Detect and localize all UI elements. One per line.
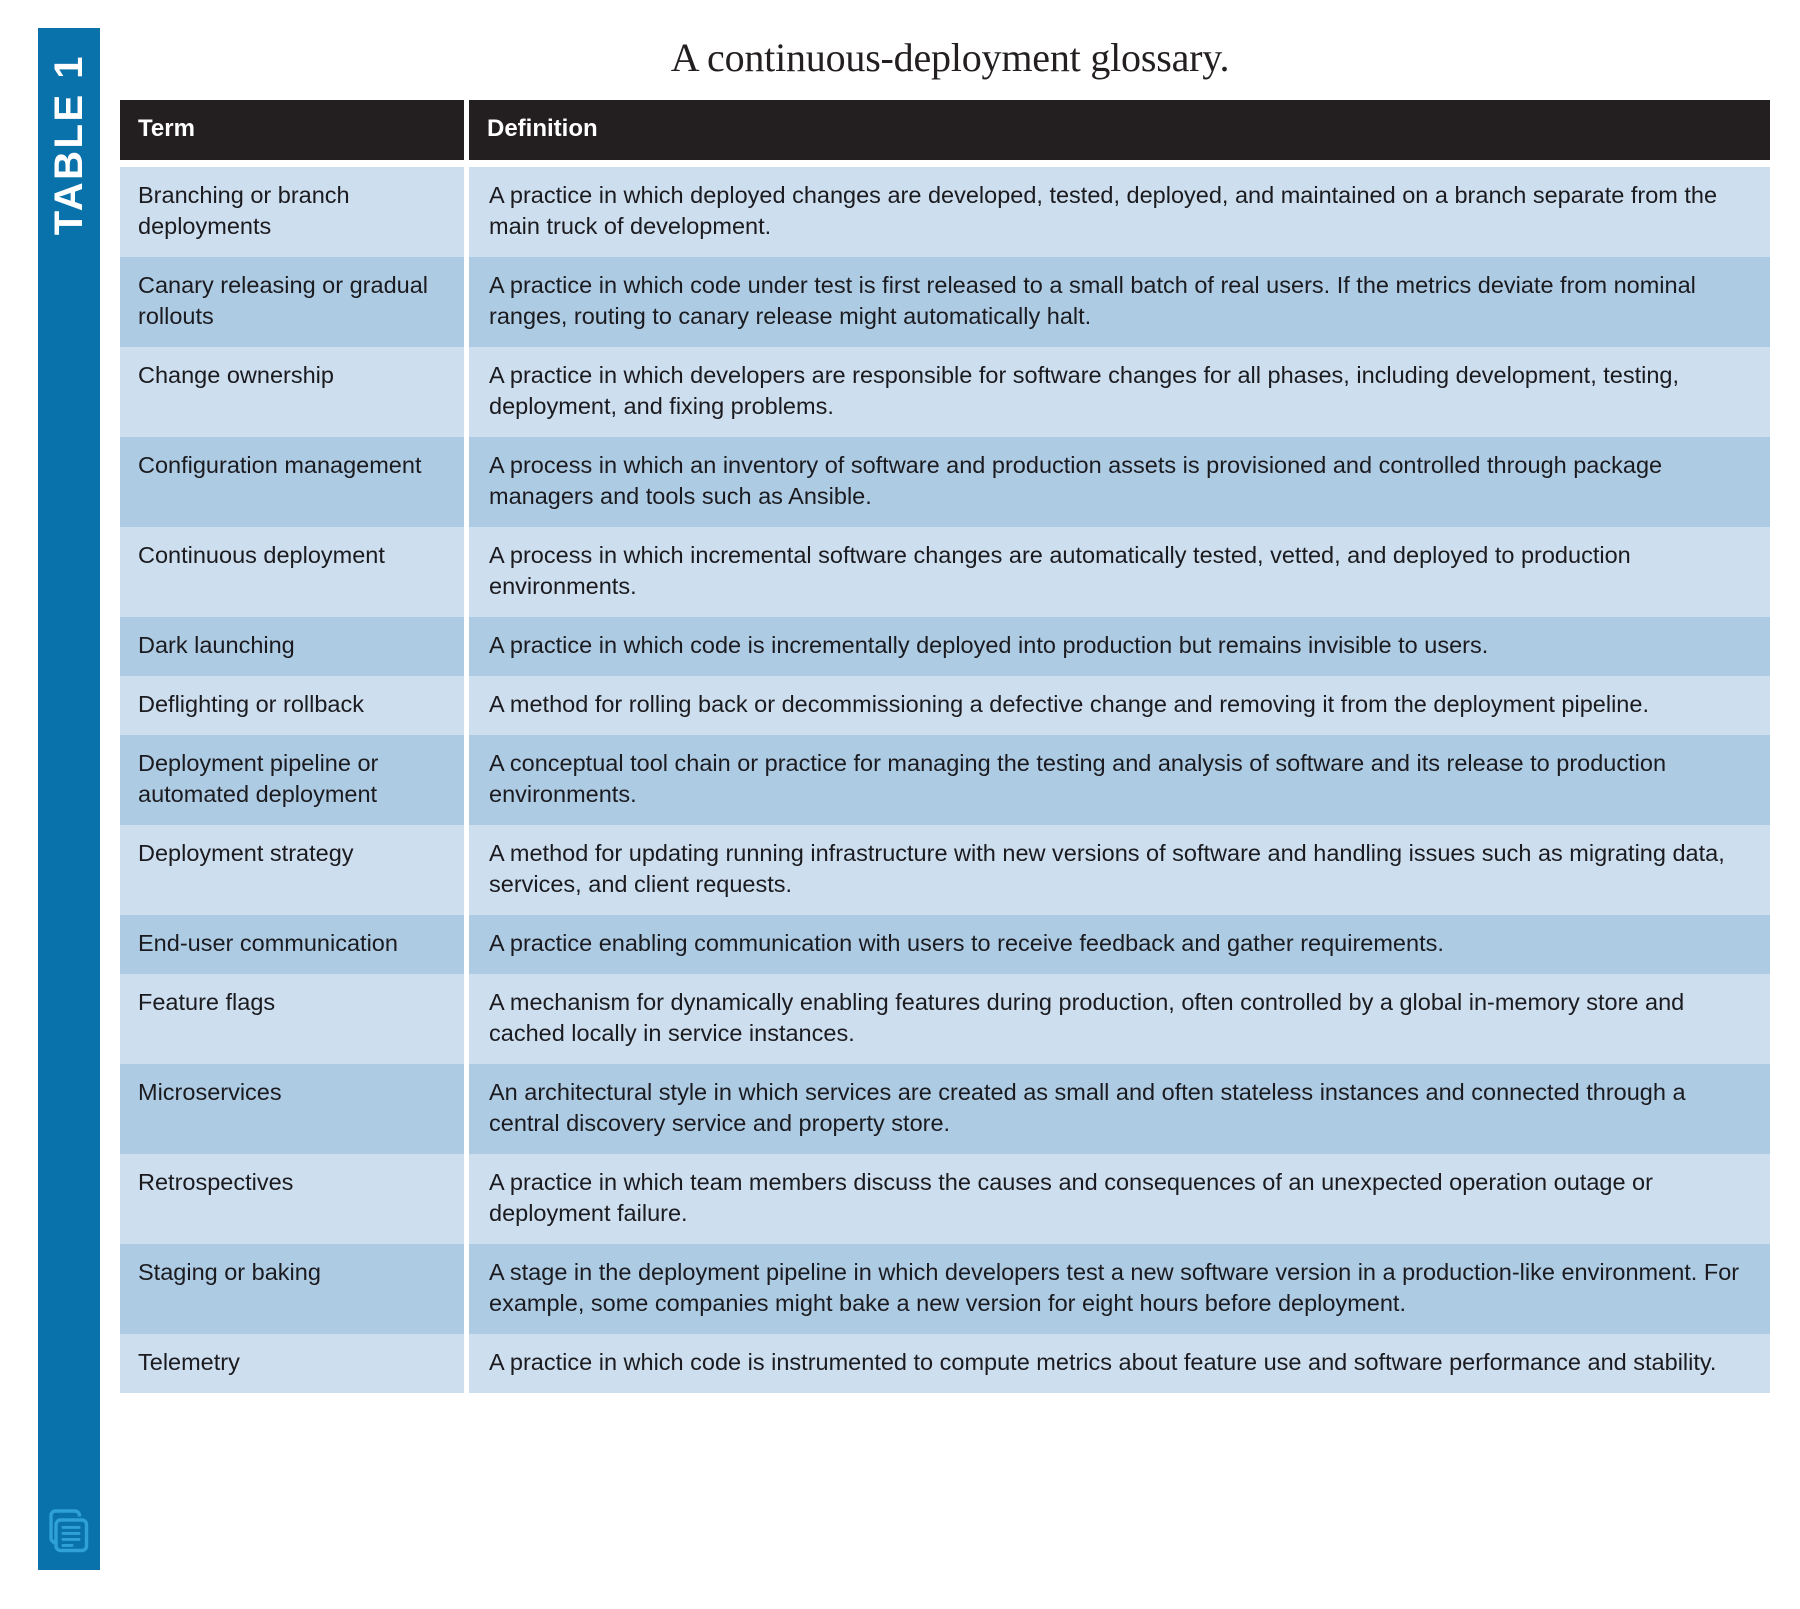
glossary-table [120, 100, 1770, 1393]
table-row [120, 735, 1770, 825]
table-row [120, 915, 1770, 974]
table-row [120, 1154, 1770, 1244]
column-header-term: Term [120, 100, 464, 160]
table-row [120, 257, 1770, 347]
cell-term: Staging or baking [120, 1244, 464, 1334]
cell-term: Feature flags [120, 974, 464, 1064]
column-header-definition: Definition [469, 100, 1770, 160]
cell-definition: A mechanism for dynamically enabling features during production, often controlled by a global in-memory store and cached locally in service instances. [469, 974, 1770, 1064]
spacer-cell-definition [469, 160, 1770, 167]
spacer-cell-term [120, 160, 464, 167]
cell-definition: A practice in which code under test is first released to a small batch of real users. If the metrics deviate from nominal ranges, routing to canary release might automatically halt. [469, 257, 1770, 347]
cell-term: End-user communication [120, 915, 464, 974]
table-number-banner [38, 28, 100, 1570]
cell-term: Configuration management [120, 437, 464, 527]
page-title: A continuous-deployment glossary. [670, 35, 1230, 80]
table-row [120, 617, 1770, 676]
table-row [120, 167, 1770, 257]
cell-definition: A practice in which team members discuss the causes and consequences of an unexpected operation outage or deployment failure. [469, 1154, 1770, 1244]
cell-definition: A method for rolling back or decommissioning a defective change and removing it from the deployment pipeline. [469, 676, 1770, 735]
cell-term: Retrospectives [120, 1154, 464, 1244]
documents-copy-icon [47, 1508, 91, 1554]
cell-definition: A process in which an inventory of software and production assets is provisioned and controlled through package managers and tools such as Ansible. [469, 437, 1770, 527]
cell-term: Deployment strategy [120, 825, 464, 915]
header-body-spacer [120, 160, 1770, 167]
cell-definition: A practice in which developers are responsible for software changes for all phases, including development, testing, deployment, and fixing problems. [469, 347, 1770, 437]
table-row [120, 1244, 1770, 1334]
table-header [120, 100, 1770, 167]
table-row [120, 527, 1770, 617]
table-row [120, 437, 1770, 527]
table-row [120, 1334, 1770, 1393]
cell-definition: A conceptual tool chain or practice for managing the testing and analysis of software and its release to production environments. [469, 735, 1770, 825]
cell-definition: A practice in which deployed changes are developed, tested, deployed, and maintained on a branch separate from the main truck of development. [469, 167, 1770, 257]
cell-definition: A practice in which code is instrumented to compute metrics about feature use and software performance and stability. [469, 1334, 1770, 1393]
table-row [120, 676, 1770, 735]
table-body [120, 167, 1770, 1393]
cell-term: Deployment pipeline or automated deployment [120, 735, 464, 825]
cell-term: Telemetry [120, 1334, 464, 1393]
cell-term: Canary releasing or gradual rollouts [120, 257, 464, 347]
cell-term: Branching or branch deployments [120, 167, 464, 257]
cell-term: Dark launching [120, 617, 464, 676]
cell-definition: A method for updating running infrastructure with new versions of software and handling issues such as migrating data, services, and client requests. [469, 825, 1770, 915]
table-row [120, 974, 1770, 1064]
cell-definition: A stage in the deployment pipeline in which developers test a new software version in a production-like environment. For example, some companies might bake a new version for eight hours before deployment. [469, 1244, 1770, 1334]
table-header-row [120, 100, 1770, 160]
cell-definition: A practice enabling communication with users to receive feedback and gather requirements. [469, 915, 1770, 974]
cell-term: Microservices [120, 1064, 464, 1154]
cell-definition: A process in which incremental software changes are automatically tested, vetted, and deployed to production environments. [469, 527, 1770, 617]
cell-term: Change ownership [120, 347, 464, 437]
cell-term: Continuous deployment [120, 527, 464, 617]
table-row [120, 825, 1770, 915]
table-number-label: TABLE 1 [46, 54, 91, 236]
table-row [120, 347, 1770, 437]
cell-term: Deflighting or rollback [120, 676, 464, 735]
cell-definition: An architectural style in which services are created as small and often stateless instances and connected through a central discovery service and property store. [469, 1064, 1770, 1154]
table-row [120, 1064, 1770, 1154]
cell-definition: A practice in which code is incrementally deployed into production but remains invisible to users. [469, 617, 1770, 676]
